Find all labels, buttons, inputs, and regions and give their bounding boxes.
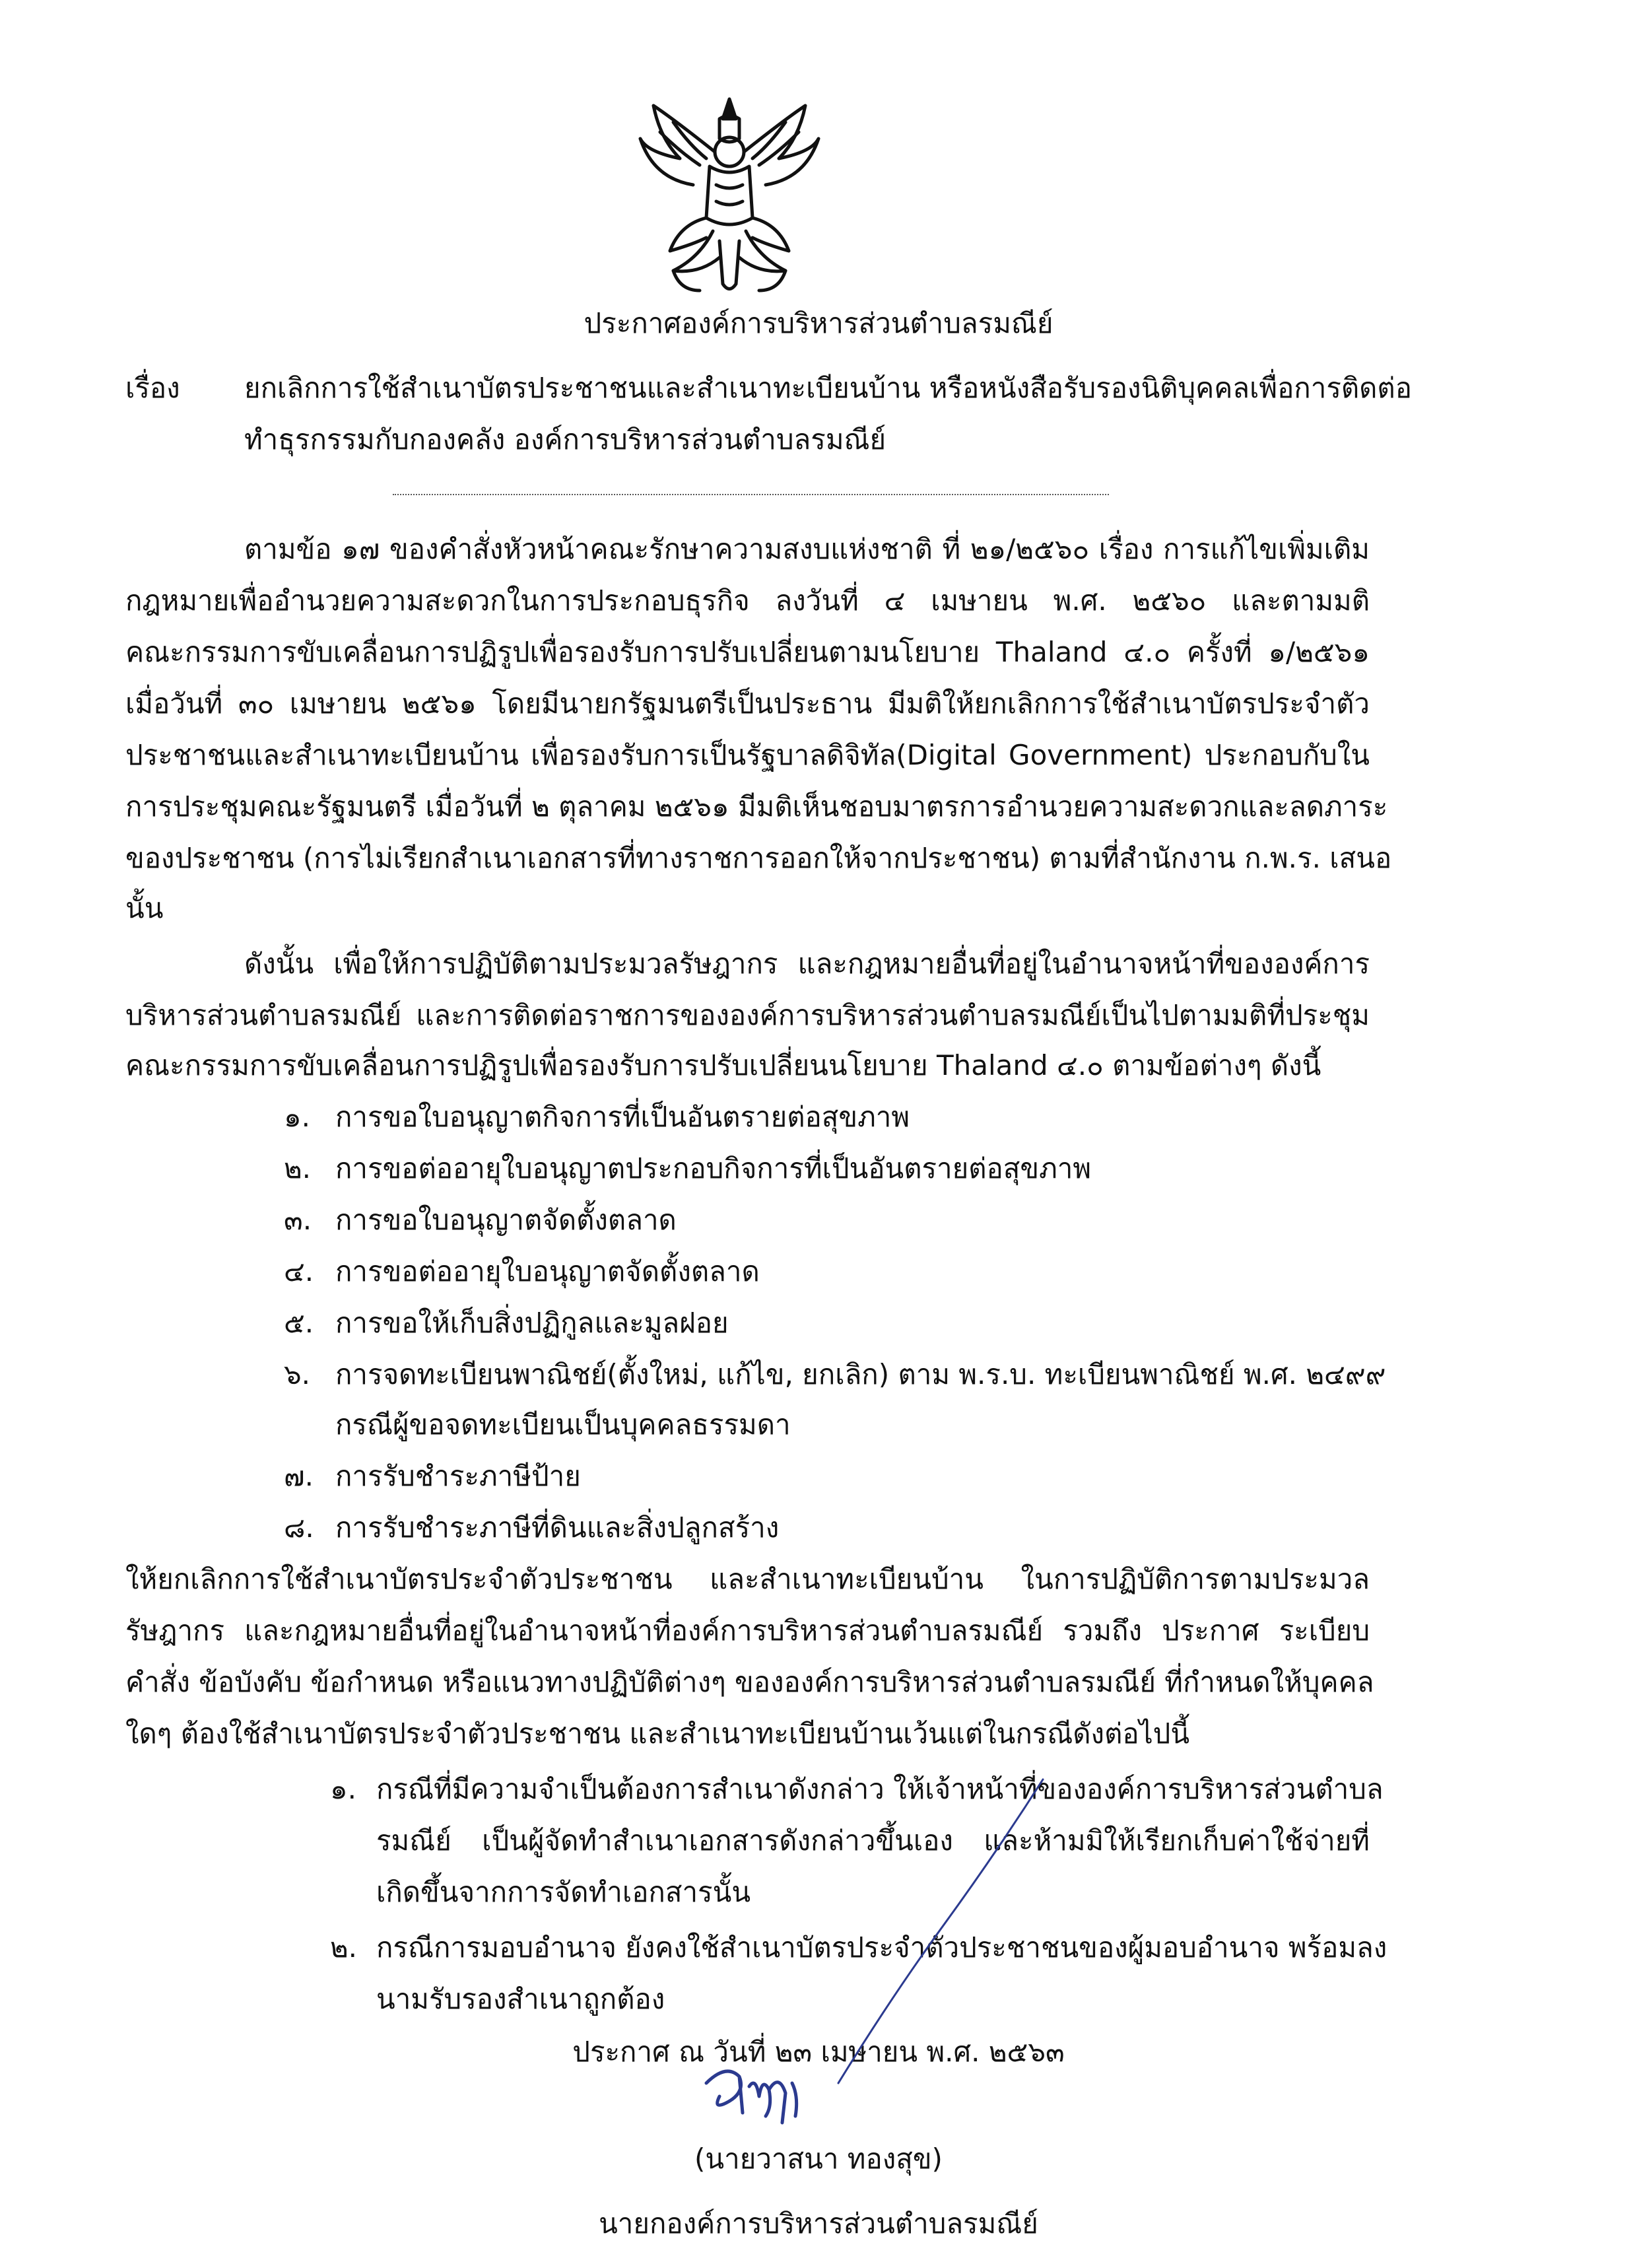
signature-stroke-icon bbox=[832, 1773, 1050, 2090]
list-item-number: ๑. bbox=[330, 1773, 357, 1805]
list-item: เกิดขึ้นจากการจัดทำเอกสารนั้น bbox=[376, 1876, 751, 1908]
list-item-number: ๑. bbox=[284, 1101, 311, 1133]
list-item: การขอใบอนุญาตกิจการที่เป็นอันตรายต่อสุขภาพ bbox=[335, 1101, 910, 1133]
paragraph-line: การประชุมคณะรัฐมนตรี เมื่อวันที่ ๒ ตุลาคม ๒๕๖๑ มีมติเห็นชอบมาตรการอำนวยความสะดวกและลดภาระ bbox=[125, 790, 1388, 823]
list-item-number: ๗. bbox=[284, 1460, 314, 1492]
subject-line: ทำธุรกรรมกับกองคลัง องค์การบริหารส่วนตำบลรมณีย์ bbox=[244, 423, 886, 456]
list-item: การรับชำระภาษีที่ดินและสิ่งปลูกสร้าง bbox=[335, 1511, 780, 1544]
paragraph-line: คณะกรรมการขับเคลื่อนการปฏิรูปเพื่อรองรับการปรับเปลี่ยนนโยบาย Thaland ๔.๐ ตามข้อต่างๆ ดังนี้ bbox=[125, 1049, 1321, 1082]
paragraph-line: ให้ยกเลิกการใช้สำเนาบัตรประจำตัวประชาชน และสำเนาทะเบียนบ้าน ในการปฏิบัติการตามประมวล bbox=[125, 1563, 1370, 1595]
paragraph-line: นั้น bbox=[125, 892, 164, 924]
list-item-number: ๕. bbox=[284, 1307, 314, 1339]
garuda-emblem-icon bbox=[634, 92, 825, 304]
list-item-number: ๒. bbox=[284, 1152, 312, 1185]
subject-label: เรื่อง bbox=[125, 372, 180, 404]
list-item-number: ๒. bbox=[330, 1931, 358, 1964]
paragraph-line: เมื่อวันที่ ๓๐ เมษายน ๒๕๖๑ โดยมีนายกรัฐมนตรีเป็นประธาน มีมติให้ยกเลิกการใช้สำเนาบัตรประจำตัว bbox=[125, 687, 1370, 720]
signer-position: นายกองค์การบริหารส่วนตำบลรมณีย์ bbox=[599, 2207, 1038, 2240]
subject-line: ยกเลิกการใช้สำเนาบัตรประชาชนและสำเนาทะเบียนบ้าน หรือหนังสือรับรองนิติบุคคลเพื่อการติดต่อ bbox=[244, 372, 1412, 404]
paragraph-line: ของประชาชน (การไม่เรียกสำเนาเอกสารที่ทางราชการออกให้จากประชาชน) ตามที่สำนักงาน ก.พ.ร. เสนอ bbox=[125, 842, 1392, 874]
paragraph-line: กฎหมายเพื่ออำนวยความสะดวกในการประกอบธุรกิจ ลงวันที่ ๔ เมษายน พ.ศ. ๒๕๖๐ และตามมติ bbox=[125, 584, 1370, 617]
list-item-number: ๓. bbox=[284, 1204, 312, 1236]
paragraph-line: บริหารส่วนตำบลรมณีย์ และการติดต่อราชการขององค์การบริหารส่วนตำบลรมณีย์เป็นไปตามมติที่ประชุม bbox=[125, 999, 1370, 1031]
list-item: การขอต่ออายุใบอนุญาตจัดตั้งตลาด bbox=[335, 1255, 760, 1288]
list-item: กรณีที่มีความจำเป็นต้องการสำเนาดังกล่าว ให้เจ้าหน้าที่ขององค์การบริหารส่วนตำบล bbox=[376, 1773, 1384, 1805]
list-item: รมณีย์ เป็นผู้จัดทำสำเนาเอกสารดังกล่าวขึ้นเอง และห้ามมิให้เรียกเก็บค่าใช้จ่ายที่ bbox=[376, 1824, 1370, 1857]
list-item-number: ๘. bbox=[284, 1511, 314, 1544]
announcement-date: ประกาศ ณ วันที่ ๒๓ เมษายน พ.ศ. ๒๕๖๓ bbox=[572, 2036, 1065, 2068]
list-item: การขอต่ออายุใบอนุญาตประกอบกิจการที่เป็นอันตรายต่อสุขภาพ bbox=[335, 1152, 1092, 1185]
list-item: การจดทะเบียนพาณิชย์(ตั้งใหม่, แก้ไข, ยกเลิก) ตาม พ.ร.บ. ทะเบียนพาณิชย์ พ.ศ. ๒๔๙๙ bbox=[335, 1358, 1386, 1391]
paragraph-line: ประชาชนและสำเนาทะเบียนบ้าน เพื่อรองรับการเป็นรัฐบาลดิจิทัล(Digital Government) ประกอบกับใน bbox=[125, 739, 1370, 771]
list-item: นามรับรองสำเนาถูกต้อง bbox=[376, 1983, 665, 2015]
page-title: ประกาศองค์การบริหารส่วนตำบลรมณีย์ bbox=[584, 307, 1053, 339]
list-item: การขอให้เก็บสิ่งปฏิกูลและมูลฝอย bbox=[335, 1307, 729, 1339]
paragraph-line: คณะกรรมการขับเคลื่อนการปฏิรูปเพื่อรองรับการปรับเปลี่ยนตามนโยบาย Thaland ๔.๐ ครั้งที่ ๑/๒๕๖๑ bbox=[125, 636, 1370, 668]
paragraph-line: ดังนั้น เพื่อให้การปฏิบัติตามประมวลรัษฎากร และกฎหมายอื่นที่อยู่ในอำนาจหน้าที่ขององค์การ bbox=[244, 947, 1370, 980]
signer-name: (นายวาสนา ทองสุข) bbox=[694, 2143, 943, 2175]
list-item: กรณีผู้ขอจดทะเบียนเป็นบุคคลธรรมดา bbox=[335, 1408, 791, 1441]
paragraph-line: ใดๆ ต้องใช้สำเนาบัตรประจำตัวประชาชน และสำเนาทะเบียนบ้านเว้นแต่ในกรณีดังต่อไปนี้ bbox=[125, 1717, 1190, 1750]
paragraph-line: ตามข้อ ๑๗ ของคำสั่งหัวหน้าคณะรักษาความสงบแห่งชาติ ที่ ๒๑/๒๕๖๐ เรื่อง การแก้ไขเพิ่มเติม bbox=[244, 533, 1370, 565]
paragraph-line: รัษฎากร และกฎหมายอื่นที่อยู่ในอำนาจหน้าที่องค์การบริหารส่วนตำบลรมณีย์ รวมถึง ประกาศ ระเบียบ bbox=[125, 1614, 1370, 1647]
list-item: กรณีการมอบอำนาจ ยังคงใช้สำเนาบัตรประจำตัวประชาชนของผู้มอบอำนาจ พร้อมลง bbox=[376, 1931, 1387, 1964]
list-item: การขอใบอนุญาตจัดตั้งตลาด bbox=[335, 1204, 677, 1236]
handwritten-signature-icon bbox=[700, 2057, 805, 2129]
divider bbox=[393, 494, 1109, 495]
list-item: การรับชำระภาษีป้าย bbox=[335, 1460, 581, 1492]
list-item-number: ๔. bbox=[284, 1255, 314, 1288]
list-item-number: ๖. bbox=[284, 1358, 311, 1391]
paragraph-line: คำสั่ง ข้อบังคับ ข้อกำหนด หรือแนวทางปฏิบัติต่างๆ ขององค์การบริหารส่วนตำบลรมณีย์ ที่กำหนดให้บุคคล bbox=[125, 1666, 1374, 1698]
